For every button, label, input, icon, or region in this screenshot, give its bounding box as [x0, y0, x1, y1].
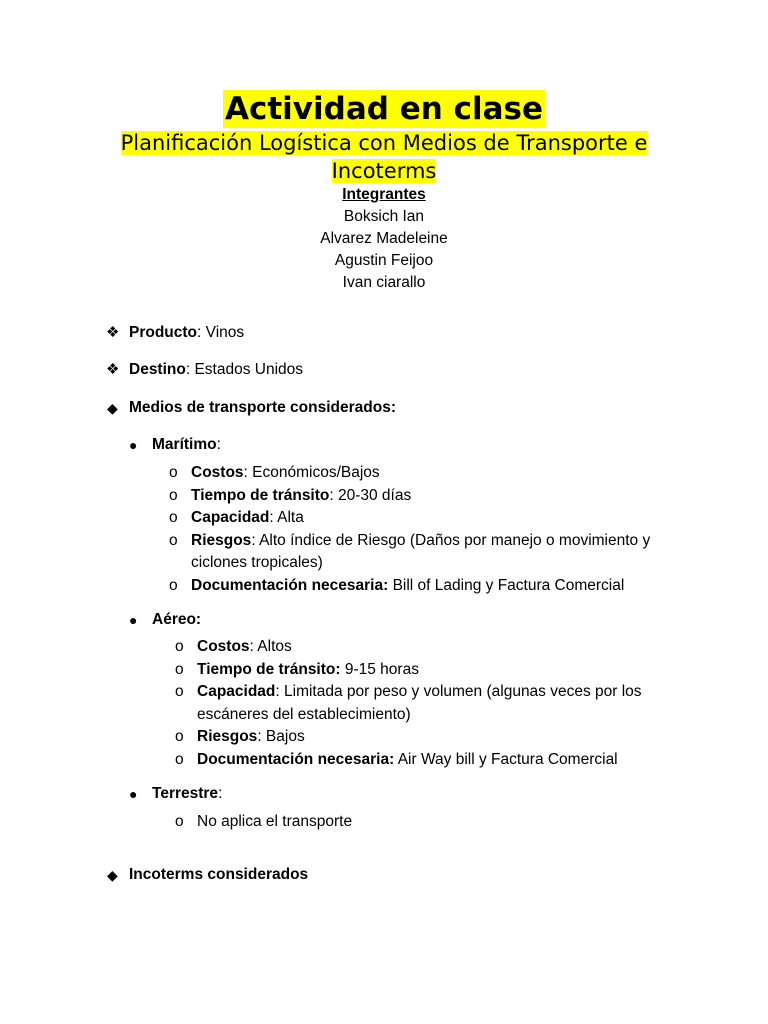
maritimo-line: [152, 434, 221, 456]
member-name: Alvarez Madeleine: [320, 230, 448, 247]
list-item: [175, 749, 695, 772]
page-subtitle: Planificación Logística con Medios de Transporte e Incoterms: [120, 131, 648, 183]
destino-line: [129, 359, 303, 381]
item-label: Costos: [191, 464, 244, 481]
terrestre-label: Terrestre: [152, 785, 219, 802]
o-bullet-icon: o: [169, 531, 178, 549]
o-bullet-icon: o: [175, 683, 184, 700]
aereo-list: [175, 636, 695, 771]
diamond-bullet-icon: ◆: [107, 867, 118, 883]
item-label: Documentación necesaria:: [191, 576, 389, 594]
item-value: : Alta: [269, 509, 304, 526]
list-item: [169, 530, 689, 575]
o-bullet-icon: o: [175, 638, 184, 655]
medios-line: [129, 397, 396, 419]
item-value: : Bajos: [257, 728, 305, 745]
circle-bullet-icon: ●: [129, 786, 138, 802]
aereo-line: [152, 609, 201, 631]
item-value: : Alto índice de Riesgo (Daños por manejo o movimiento y ciclones tropicales): [191, 531, 651, 571]
list-item: [175, 659, 695, 682]
circle-bullet-icon: ●: [129, 612, 138, 628]
page-title: Actividad en clase: [224, 91, 544, 127]
list-item: [169, 507, 689, 530]
maritimo-label: Marítimo: [152, 436, 217, 453]
item-label: Tiempo de tránsito:: [197, 660, 341, 678]
terrestre-suffix: :: [218, 785, 223, 802]
terrestre-line: [152, 783, 222, 805]
o-bullet-icon: o: [175, 813, 184, 830]
member-name: Agustin Feijoo: [334, 252, 434, 269]
medios-label: Medios de transporte considerados:: [129, 399, 396, 416]
maritimo-suffix: :: [216, 436, 221, 453]
list-item: [169, 485, 689, 508]
o-bullet-icon: o: [169, 486, 178, 504]
list-item: [169, 575, 689, 598]
circle-bullet-icon: ●: [129, 437, 138, 453]
list-item: [175, 636, 695, 659]
aereo-label: Aéreo:: [152, 611, 202, 628]
destino-value: : Estados Unidos: [185, 361, 304, 378]
list-item: [175, 726, 695, 749]
item-value: : Económicos/Bajos: [243, 464, 380, 481]
item-label: Capacidad: [197, 683, 276, 700]
fancy-diamond-bullet-icon: ❖: [106, 361, 120, 378]
o-bullet-icon: o: [175, 728, 184, 745]
producto-value: : Vinos: [197, 324, 245, 341]
item-value: 9-15 horas: [340, 660, 419, 678]
incoterms-line: [129, 864, 308, 886]
item-label: Documentación necesaria:: [197, 750, 395, 768]
member-name: Ivan ciarallo: [342, 274, 426, 291]
item-value: Air Way bill y Factura Comercial: [394, 750, 618, 768]
item-label: Capacidad: [191, 509, 270, 526]
o-bullet-icon: o: [169, 576, 178, 594]
fancy-diamond-bullet-icon: ❖: [106, 324, 120, 341]
producto-line: [129, 322, 244, 344]
members-heading: Integrantes: [342, 186, 426, 203]
item-label: Riesgos: [191, 531, 252, 549]
members-block: [0, 184, 768, 294]
producto-label: Producto: [129, 324, 198, 341]
o-bullet-icon: o: [169, 464, 178, 481]
o-bullet-icon: o: [169, 509, 178, 526]
o-bullet-icon: o: [175, 660, 184, 678]
maritimo-list: [169, 462, 689, 597]
list-item: [169, 462, 689, 485]
incoterms-label: Incoterms considerados: [129, 866, 309, 883]
item-value: : Limitada por peso y volumen (algunas veces por los escáneres del establecimiento): [197, 683, 642, 723]
list-item: [175, 811, 695, 834]
item-label: Costos: [197, 638, 250, 655]
list-item: [175, 681, 695, 726]
item-value: Bill of Lading y Factura Comercial: [388, 576, 625, 594]
item-label: Riesgos: [197, 728, 258, 745]
item-value: No aplica el transporte: [197, 813, 353, 830]
item-label: Tiempo de tránsito: [191, 486, 330, 504]
o-bullet-icon: o: [175, 750, 184, 768]
diamond-bullet-icon: ◆: [107, 400, 118, 416]
destino-label: Destino: [129, 361, 186, 378]
item-value: : Altos: [249, 638, 292, 655]
member-name: Boksich Ian: [343, 208, 425, 225]
item-value: : 20-30 días: [329, 486, 412, 504]
terrestre-list: [175, 811, 695, 834]
